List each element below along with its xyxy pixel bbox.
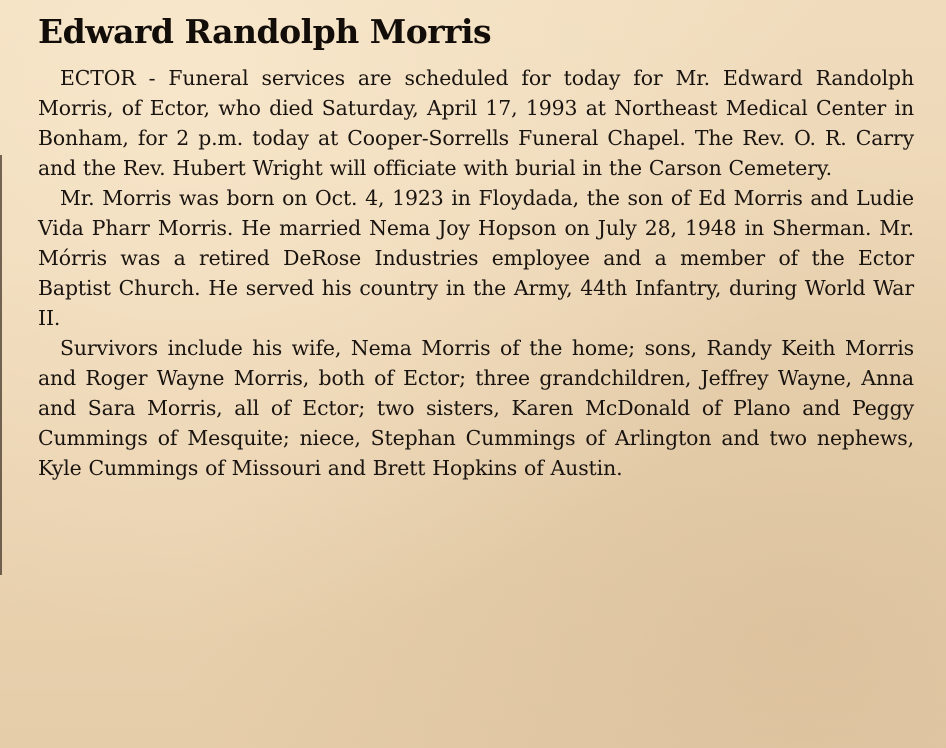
paragraph-survivors: Survivors include his wife, Nema Morris of the home; sons, Randy Keith Morris and Roger Wayne Morris, both of Ector; three grandchildren, Jeffrey Wayne, Anna and Sara Morris, all of Ector; two sisters, Karen McDonald of Plano and Peggy Cummings of Mesquite; niece, Stephan Cummings of Arlington and two nephews, Kyle Cummings of Missouri and Brett Hopkins of Austin.: [38, 336, 914, 480]
paragraph-biography: Mr. Morris was born on Oct. 4, 1923 in Floydada, the son of Ed Morris and Ludie Vida Pharr Morris. He married Nema Joy Hopson on July 28, 1948 in Sherman. Mr. Mórris was a retired DeRose Industries employee and a member of the Ector Baptist Church. He served his country in the Army, 44th Infantry, during World War II.: [38, 186, 914, 330]
obituary-body: [38, 63, 914, 483]
column-edge-rule: [0, 155, 2, 575]
paragraph-funeral-services: ECTOR - Funeral services are scheduled for today for Mr. Edward Randolph Morris, of Ector, who died Saturday, April 17, 1993 at Northeast Medical Center in Bonham, for 2 p.m. today at Cooper-Sorrells Funeral Chapel. The Rev. O. R. Carry and the Rev. Hubert Wright will officiate with burial in the Carson Cemetery.: [38, 66, 914, 180]
obituary-headline: Edward Randolph Morris: [38, 12, 492, 51]
